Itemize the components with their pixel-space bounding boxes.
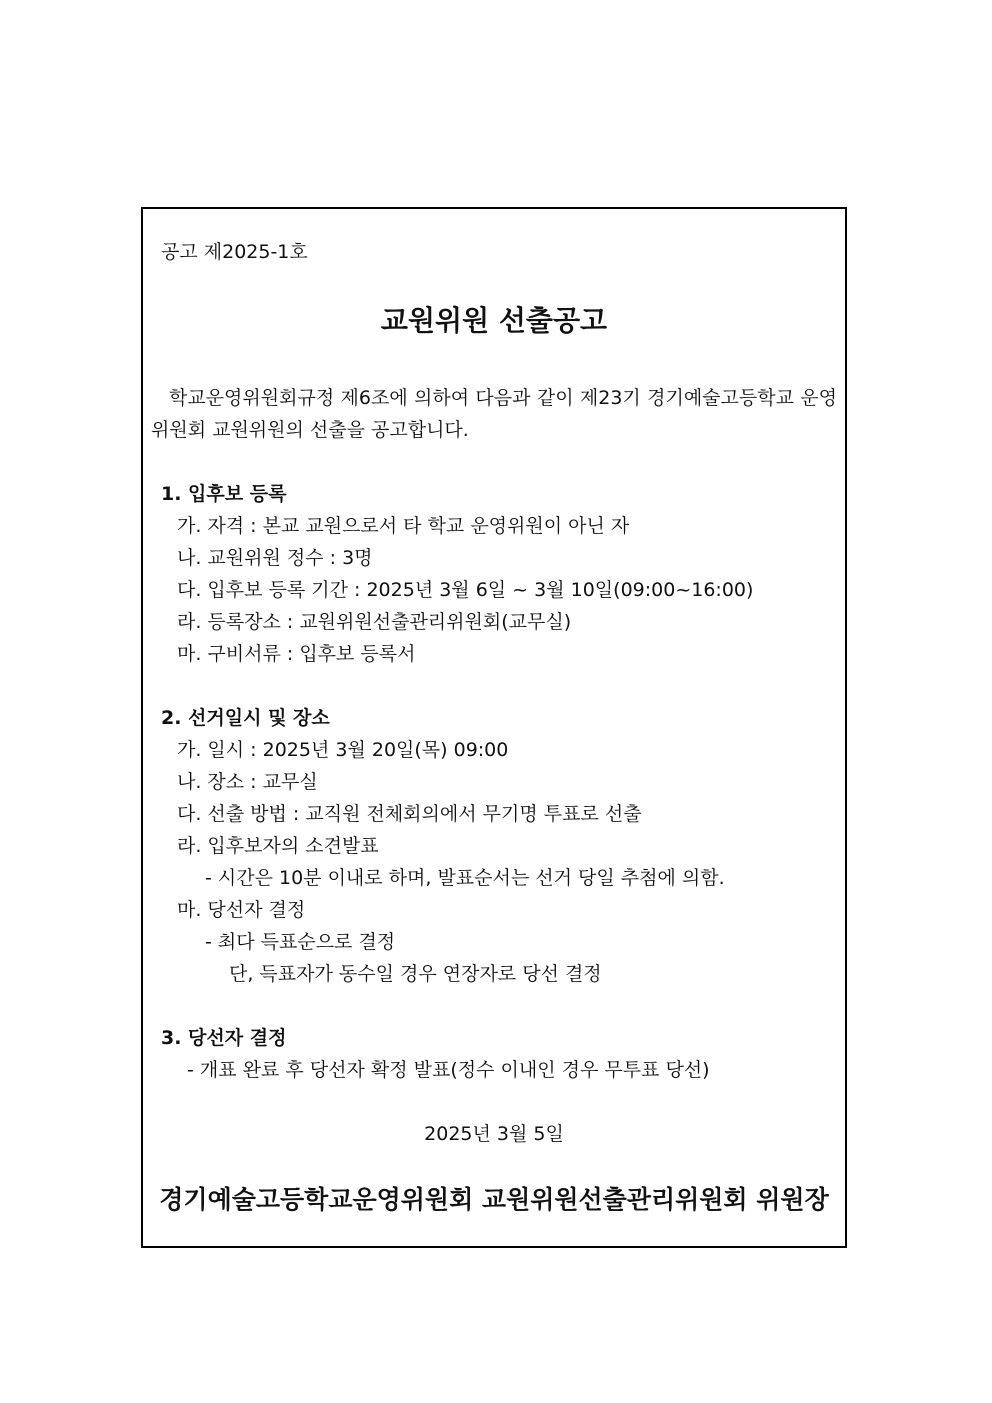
section-2-item-e-detail: - 최다 득표순으로 결정 [205, 931, 396, 953]
section-1-item-e: 마. 구비서류 : 입후보 등록서 [177, 643, 416, 665]
section-2-item-e: 마. 당선자 결정 [177, 899, 306, 921]
section-1-title: 1. 입후보 등록 [161, 483, 287, 505]
section-2-item-d: 라. 입후보자의 소견발표 [177, 835, 379, 857]
section-1-item-a: 가. 자격 : 본교 교원으로서 타 학교 운영위원이 아닌 자 [177, 515, 630, 537]
section-3-item: - 개표 완료 후 당선자 확정 발표(정수 이내인 경우 무투표 당선) [187, 1059, 710, 1081]
section-2-item-a: 가. 일시 : 2025년 3월 20일(목) 09:00 [177, 739, 509, 761]
notice-date: 2025년 3월 5일 [424, 1123, 564, 1145]
intro-line-1: 학교운영위원회규정 제6조에 의하여 다음과 같이 제23기 경기예술고등학교 운영 [169, 387, 837, 409]
section-2-item-c: 다. 선출 방법 : 교직원 전체회의에서 무기명 투표로 선출 [177, 803, 642, 825]
intro-line-2: 위원회 교원위원의 선출을 공고합니다. [151, 419, 469, 441]
section-1-item-b: 나. 교원위원 정수 : 3명 [177, 547, 373, 569]
section-1-item-d: 라. 등록장소 : 교원위원선출관리위원회(교무실) [177, 611, 572, 633]
section-1-item-c: 다. 입후보 등록 기간 : 2025년 3월 6일 ~ 3월 10일(09:00~16:00) [177, 579, 754, 601]
notice-number: 공고 제2025-1호 [161, 241, 308, 263]
section-2-item-d-detail: - 시간은 10분 이내로 하며, 발표순서는 선거 당일 추첨에 의함. [205, 867, 725, 889]
section-2-item-e-note: 단, 득표자가 동수일 경우 연장자로 당선 결정 [229, 963, 602, 985]
section-3-title: 3. 당선자 결정 [161, 1027, 287, 1049]
notice-frame [141, 207, 847, 1248]
notice-title: 교원위원 선출공고 [380, 304, 608, 337]
section-2-title: 2. 선거일시 및 장소 [161, 707, 330, 729]
section-2-item-b: 나. 장소 : 교무실 [177, 771, 318, 793]
signature-line: 경기예술고등학교운영위원회 교원위원선출관리위원회 위원장 [159, 1185, 829, 1214]
